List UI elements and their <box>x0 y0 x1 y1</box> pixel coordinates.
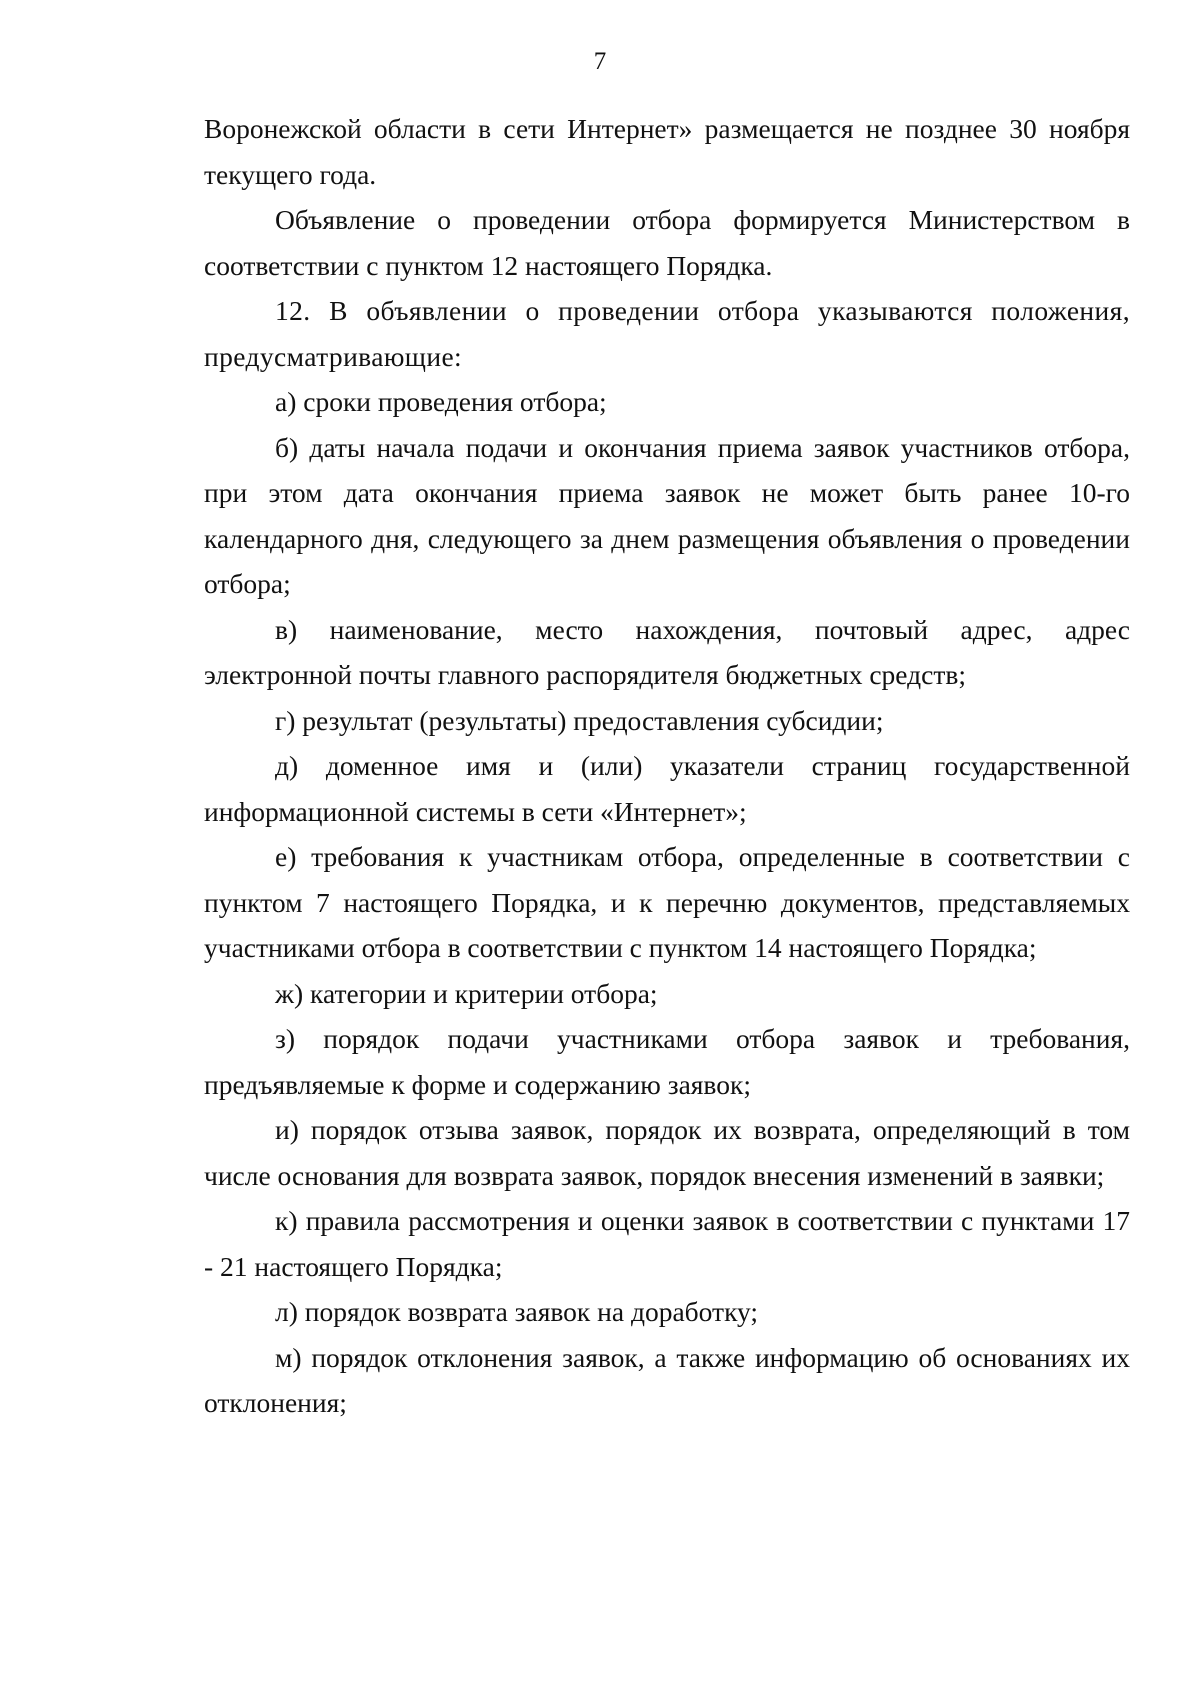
list-item-g: г) результат (результаты) предоставления субсидии; <box>275 704 884 736</box>
document-body <box>204 106 1130 1426</box>
list-item-z: з) порядок подачи участниками отбора заявок и требования, предъявляемые к форме и содержанию заявок; <box>204 1023 1130 1100</box>
list-item-d: д) доменное имя и (или) указатели страниц государственной информационной системы в сети «Интернет»; <box>204 750 1130 827</box>
paragraph-continuation: Воронежской области в сети Интернет» размещается не позднее 30 ноября текущего года. <box>204 113 1130 190</box>
list-item-b: б) даты начала подачи и окончания приема заявок участников отбора, при этом дата окончания приема заявок не может быть ранее 10-го календарного дня, следующего за днем размещения объявления о проведении отбора; <box>204 431 1130 599</box>
list-item-l: л) порядок возврата заявок на доработку; <box>275 1296 759 1327</box>
paragraph-announcement-formation: Объявление о проведении отбора формируется Министерством в соответствии с пунктом 12 настоящего Порядка. <box>204 204 1130 281</box>
list-item-i: и) порядок отзыва заявок, порядок их возврата, определяющий в том числе основания для возврата заявок, порядок внесения изменений в заявки; <box>204 1114 1130 1191</box>
paragraph-item-12: 12. В объявлении о проведении отбора указываются положения, предусматривающие: <box>204 295 1130 372</box>
list-item-m: м) порядок отклонения заявок, а также информацию об основаниях их отклонения; <box>204 1341 1130 1418</box>
list-item-zh: ж) категории и критерии отбора; <box>275 977 658 1009</box>
page-number: 7 <box>593 48 607 75</box>
list-item-a: а) сроки проведения отбора; <box>275 386 607 417</box>
list-item-k: к) правила рассмотрения и оценки заявок в соответствии с пунктами 17 - 21 настоящего Порядка; <box>204 1205 1130 1282</box>
list-item-e: е) требования к участникам отбора, определенные в соответствии с пунктом 7 настоящего Порядка, и к перечню документов, представляемых участниками отбора в соответствии с пунктом 14 настоящего Порядка; <box>204 841 1130 963</box>
list-item-v: в) наименование, место нахождения, почтовый адрес, адрес электронной почты главного распорядителя бюджетных средств; <box>204 613 1130 690</box>
